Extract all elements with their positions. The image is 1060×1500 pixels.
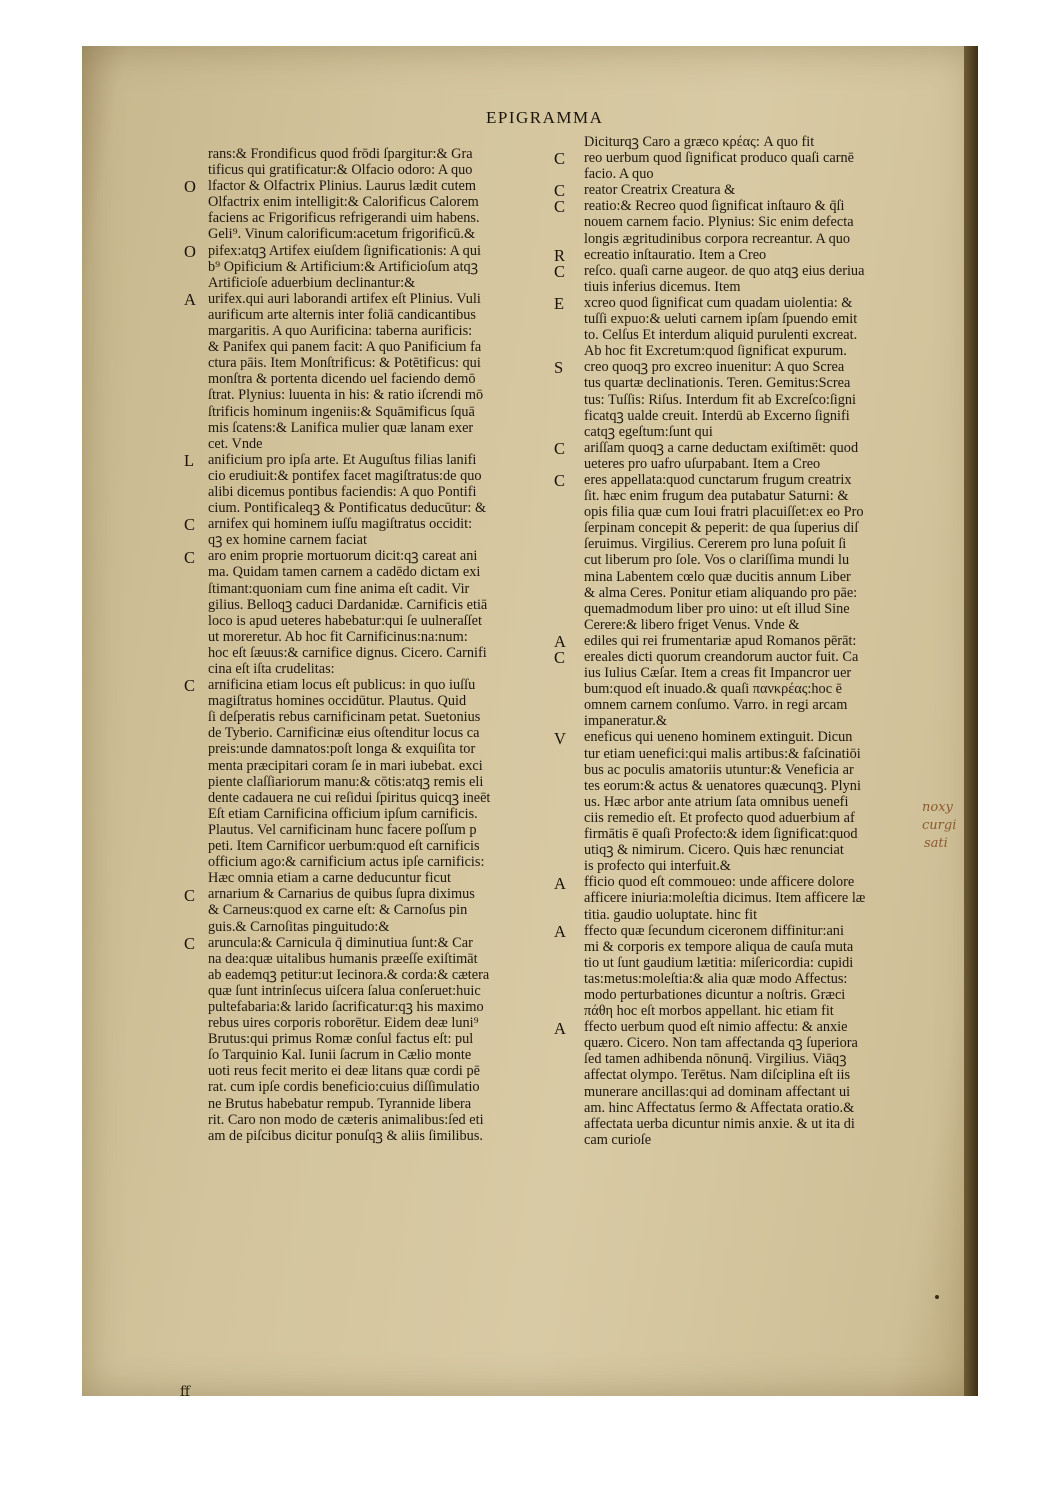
text-line: dente cadauera ne cui reſidui ſpiritus quicqꝫ ineēt [208, 789, 491, 806]
footer-mark: ff [180, 1384, 190, 1400]
text-line: cio erudiuit:& pontifex facet magiſtratus:de quo [208, 467, 482, 484]
text-line: alibi dicemus pontibus faciendis: A quo Pontifi [208, 483, 477, 500]
text-line: tiuis inferius dicemus. Item [584, 278, 741, 295]
text-line: Plautus. Vel carnificinam hunc facere poſſum p [208, 821, 477, 838]
text-line: & alma Ceres. Ponitur etiam aliquando pro pāe: [584, 584, 858, 601]
text-line: ſeruimus. Virgilius. Cererem pro luna poſuit ſi [584, 536, 847, 553]
right-text-column [584, 134, 932, 1148]
text-line: tas:metus:moleſtia:& alia quæ modo Affectus: [584, 970, 848, 987]
text-line: affectata uerba dicuntur nimis anxie. & ut ita di [584, 1115, 855, 1132]
text-line: ctura pāis. Item Monſtrificus: & Potētificus: qui [208, 355, 481, 372]
text-line: ſtrificis hominum ingeniis:& Squāmificus ſquā [208, 403, 475, 420]
text-line: ſo Tarquinio Kal. Iunii ſacrum in Cælio monte [208, 1047, 472, 1064]
text-line: ciis remedio eſt. Et profecto quod aduerbium af [584, 809, 855, 826]
text-line: monſtra & portenta dicendo uel faciendo demō [208, 371, 476, 388]
book-spine [964, 46, 978, 1396]
text-line: pifex:atqꝫ Artifex eiuſdem ſignificationis: A qui [208, 242, 481, 259]
text-line: ffecto uerbum quod eſt nimio affectu: & anxie [584, 1019, 848, 1036]
page-header: EPIGRAMMA [486, 108, 604, 127]
text-line: tus: Tuſſis: Riſus. Interdum fit ab Excreſco:ſigni [584, 391, 857, 408]
text-line: menta præcipitari coram ſe in mari iubebat. exci [208, 757, 483, 774]
text-line: is profecto qui interfuit.& [584, 858, 731, 875]
text-line: Cerere:& libero friget Venus. Vnde & [584, 616, 800, 633]
text-line: quæro. Cicero. Non tam affectanda qꝫ ſuperiora [584, 1035, 858, 1052]
text-line: Geli⁹. Vinum calorificum:acetum frigorificū.& [208, 226, 476, 243]
text-line: lfactor & Olfactrix Plinius. Laurus lædit cutem [208, 178, 477, 195]
text-line: margaritis. A quo Aurificina: taberna aurificis: [208, 323, 473, 340]
left-text-column [208, 146, 553, 1144]
text-line: eres appellata:quod cunctarum frugum creatrix [584, 471, 852, 488]
text-line: aurificum arte alternis inter foliā candicantibus [208, 306, 476, 323]
text-line: aro enim proprie mortuorum dicit:qꝫ careat ani [208, 548, 478, 565]
text-line: opis filia quæ cum Ioui fratri placuiſſet:ex eo Pro [584, 504, 864, 521]
text-line: ma. Quidam tamen carnem a cadēdo dictam exi [208, 564, 481, 581]
text-line: mi & corporis ex tempore aliqua de cauſa muta [584, 938, 854, 955]
initial-letter: C [184, 547, 196, 567]
text-line: creo quoqꝫ pro excreo inuenitur: A quo Screa [584, 359, 845, 376]
text-line: rit. Caro non modo de cæteris animalibus:ſed eti [208, 1111, 484, 1128]
text-line: peti. Item Carnificor uerbum:quod eſt carnificis [208, 838, 480, 855]
text-line: rat. cum ipſe cordis beneficio:cuius diſſimulatio [208, 1079, 480, 1096]
margin-note: sati [924, 836, 948, 851]
text-line: tuſſi expuo:& ueluti carnem ipſam ſpuendo emit [584, 311, 858, 328]
text-line: faciens ac Frigorificus refrigerandi uim habens. [208, 210, 480, 227]
text-line: ſed tamen adhibenda nōnunq̄. Virgilius. Viāqꝫ [584, 1051, 847, 1068]
text-line: bus ac poculis amatoriis utuntur:& Veneficia ar [584, 761, 854, 778]
text-line: firmātis ē quaſi Profecto:& idem ſignificat:quod [584, 826, 858, 843]
text-line: modo perturbationes dicuntur a noſtris. Græci [584, 986, 846, 1003]
text-line: quæ ſunt intrinſecus uiſcera ſalua conſeruet:huic [208, 982, 481, 999]
initial-letter: C [184, 885, 196, 905]
text-line: reator Creatrix Creatura & [584, 182, 736, 199]
text-line: officium ago:& carnificium actus ipſe carnificis: [208, 854, 485, 871]
initial-letter: V [554, 728, 566, 748]
text-line: munerare ancillas:qui ad dominam affectant ui [584, 1083, 851, 1100]
text-line: catqꝫ egeſtum:ſunt qui [584, 423, 713, 440]
text-line: cet. Vnde [208, 435, 263, 452]
text-line: ereales dicti quorum creandorum auctor fuit. Ca [584, 649, 859, 665]
text-line: Artificioſe aduerbium declinantur:& [208, 274, 416, 291]
text-line: b⁹ Opificium & Artificium:& Artificioſum atqꝫ [208, 258, 478, 275]
text-line: urifex.qui auri laborandi artifex eſt Plinius. Vuli [208, 290, 481, 307]
text-line: preis:unde damnatos:poſt longa & exquiſita tor [208, 741, 476, 758]
text-line: reſco. quaſi carne augeor. de quo atqꝫ eius deriua [584, 262, 865, 279]
text-line: hoc eſt ſæuus:& carnifice dignus. Cicero. Carnifi [208, 644, 487, 661]
text-line: ab eademqꝫ petitur:ut Iecinora.& corda:& cætera [208, 966, 490, 983]
text-line: ariſſam quoqꝫ a carne deductam exiſtimēt: quod [584, 439, 859, 456]
text-line: ſtimant:quoniam cum fine anima eſt cadit. Vir [208, 580, 470, 597]
text-line: & Carneus:quod ex carne eſt: & Carnoſus pin [208, 902, 468, 919]
text-line: rebus uires corporis roborētur. Eidem deæ luni⁹ [208, 1015, 479, 1032]
text-line: omnem carnem conſumo. Varro. in regi arcam [584, 697, 848, 714]
text-line: guis.& Carnoſitas pinguitudo:& [208, 918, 390, 935]
initial-letter: O [184, 241, 196, 261]
text-line: na dea:quæ uitalibus humanis præeſſe exiſtimāt [208, 950, 478, 967]
text-line: bum:quod eſt inuado.& quaſi πανκρέας:hoc ē [584, 681, 842, 698]
initial-letter: A [554, 632, 566, 652]
margin-note: noxy [922, 800, 953, 815]
text-line: ueteres pro uafro uſurpabant. Item a Creo [584, 455, 821, 472]
text-line: mis ſcatens:& Lanifica mulier quæ lanam exer [208, 419, 474, 436]
text-line: to. Celſus Et interdum aliquid purulenti excreat. [584, 327, 858, 344]
initial-letter: C [554, 438, 566, 458]
initial-letter: C [554, 261, 566, 281]
text-line: quemadmodum liber pro uino: ut eſt illud Sine [584, 600, 850, 617]
initial-letter: S [554, 358, 564, 378]
text-line: facio. A quo [584, 166, 654, 183]
text-line: cut liberum pro ſole. Vos o clariſſima mundi lu [584, 552, 850, 569]
text-line: tus quartæ declinationis. Teren. Gemitus:Screa [584, 375, 851, 392]
text-line: uoti reus fecit merito ei deæ litans quæ cordi pē [208, 1063, 480, 1080]
text-line: & Panifex qui panem facit: A quo Panificium fa [208, 339, 482, 356]
initial-letter: C [554, 471, 566, 491]
text-line: ſerpinam concepit & peperit: de qua ſuperius diſ [584, 520, 859, 537]
text-line: ius Iulius Cæſar. Item a creas fit Impancror uer [584, 665, 852, 682]
text-line: tur etiam uenefici:qui malis artibus:& faſcinatiōi [584, 745, 861, 762]
text-line: us. Hæc arbor ante atrium ſata omnibus uenefi [584, 793, 849, 810]
text-line: longis ægritudinibus corpora recreantur. A quo [584, 230, 851, 247]
text-line: qꝫ ex homine carnem faciat [208, 532, 367, 549]
text-line: tes eorum:& actus & uenatores quæcunqꝫ. Plyni [584, 777, 861, 794]
text-line: afficere iniuria:moleſtia dicimus. Item afficere læ [584, 890, 866, 907]
initial-letter: C [184, 515, 196, 535]
text-line: utiqꝫ & nimirum. Cicero. Quis hæc renunciat [584, 842, 844, 859]
text-line: titia. gaudio uoluptate. hinc fit [584, 906, 758, 923]
text-line: cina eſt iſta crudelitas: [208, 661, 335, 677]
initial-letter: A [554, 1018, 566, 1038]
text-line: πάθη hoc eſt morbos appellant. hic etiam fit [584, 1003, 834, 1020]
initial-letter: A [554, 921, 566, 941]
ink-spot [935, 1295, 939, 1299]
text-line: ſit. hæc enim frugum dea putabatur Saturni: & [584, 488, 849, 505]
text-line: Hæc omnia etiam a carne deducuntur ficut [208, 870, 451, 887]
text-line: arnifex qui hominem iuſſu magiſtratus occidit: [208, 516, 473, 533]
text-line: affectat olympo. Terētus. Nam diſciplina eſt iis [584, 1067, 851, 1084]
text-line: Brutus:qui primus Romæ conſul factus eſt: pul [208, 1031, 474, 1048]
text-line: ne Brutus habebatur rempub. Tyrannide libera [208, 1095, 472, 1112]
text-line: arnificina etiam locus eſt publicus: in quo iuſſu [208, 677, 476, 694]
text-line: Ab hoc fit Excretum:quod ſignificat expurum. [584, 343, 847, 360]
text-line: piente claſſiariorum manu:& cōtis:atqꝫ remis eli [208, 773, 484, 790]
initial-letter: E [554, 294, 565, 313]
text-line: aruncula:& Carnicula q̄ diminutiua ſunt:& Car [208, 934, 473, 951]
initial-letter: C [554, 648, 566, 668]
text-line: cium. Pontificaleqꝫ & Pontificatus deducūtur: & [208, 500, 487, 517]
text-line: Diciturqꝫ Caro a græco κρέας: A quo fit [584, 134, 815, 150]
initial-letter: C [554, 181, 566, 201]
text-line: rans:& Frondificus quod frōdi ſpargitur:& Gra [208, 146, 473, 162]
text-line: pultefabaria:& larido ſacrificatur:qꝫ his maximo [208, 998, 484, 1015]
initial-letter: R [554, 245, 566, 265]
initial-letter: O [184, 177, 196, 197]
text-line: xcreo quod ſignificat cum quadam uiolentia: & [584, 294, 853, 311]
text-line: loco is apud ueteres habebatur:qui ſe uulneraſſet [208, 612, 482, 629]
text-line: ediles qui rei frumentariæ apud Romanos pērāt: [584, 632, 857, 649]
initial-letter: L [184, 450, 195, 470]
text-line: anificium pro ipſa arte. Et Auguſtus filias lanifi [208, 451, 477, 468]
margin-note: curgi [922, 818, 957, 833]
text-line: ſi deſperatis rebus carnificinam petat. Suetonius [208, 709, 481, 726]
text-line: impaneratur.& [584, 713, 667, 730]
text-line: am. hinc Affectatus ſermo & Affectata oratio.& [584, 1099, 855, 1116]
text-line: de Tyberio. Carnificinæ eius oſtenditur locus ca [208, 725, 480, 742]
text-line: ecreatio inſtauratio. Item a Creo [584, 246, 767, 263]
text-line: mina Labentem cœlo quæ ducitis annum Liber [584, 568, 851, 585]
initial-letter: C [184, 933, 196, 953]
text-line: tificus qui gratificatur:& Olfacio odoro: A quo [208, 162, 473, 179]
text-line: gilius. Belloqꝫ caduci Dardanidæ. Carnificis etiā [208, 596, 488, 613]
text-line: am de piſcibus dicitur ponuſqꝫ & aliis ſimilibus. [208, 1127, 483, 1144]
text-line: ficatqꝫ ualde creuit. Interdū ab Excerno ſignifi [584, 407, 850, 424]
initial-letter: C [554, 197, 566, 217]
text-line: tio ut ſunt gaudium lætitia: miſericordia: cupidi [584, 954, 854, 971]
initial-letter: C [554, 149, 566, 169]
text-line: ſtrat. Plynius: luuenta in his: & ratio iſcrendi mō [208, 387, 484, 404]
text-line: fficio quod eſt commoueo: unde afficere dolore [584, 874, 855, 891]
text-line: reo uerbum quod ſignificat produco quaſi carnē [584, 150, 854, 167]
text-line: reatio:& Recreo quod ſignificat inſtauro & q̄ſi [584, 198, 845, 215]
text-line: eneficus qui ueneno hominem extinguit. Dicun [584, 729, 853, 746]
text-line: cam curioſe [584, 1131, 652, 1148]
initial-letter: C [184, 676, 196, 696]
initial-letter: A [184, 289, 196, 309]
initial-letter: A [554, 873, 566, 893]
text-line: nouem carnem facio. Plynius: Sic enim defecta [584, 214, 854, 231]
text-line: magiſtratus homines occidūtur. Plautus. Quid [208, 693, 467, 710]
text-line: arnarium & Carnarius de quibus ſupra diximus [208, 886, 475, 903]
text-line: ut moreretur. Ab hoc fit Carnificinus:na:num: [208, 628, 468, 645]
text-line: Olfactrix enim intelligit:& Calorificus Calorem [208, 194, 479, 211]
text-line: Eſt etiam Carnificina officium ipſum carnificis. [208, 805, 478, 822]
text-line: ffecto quæ ſecundum ciceronem diffinitur:ani [584, 922, 844, 939]
